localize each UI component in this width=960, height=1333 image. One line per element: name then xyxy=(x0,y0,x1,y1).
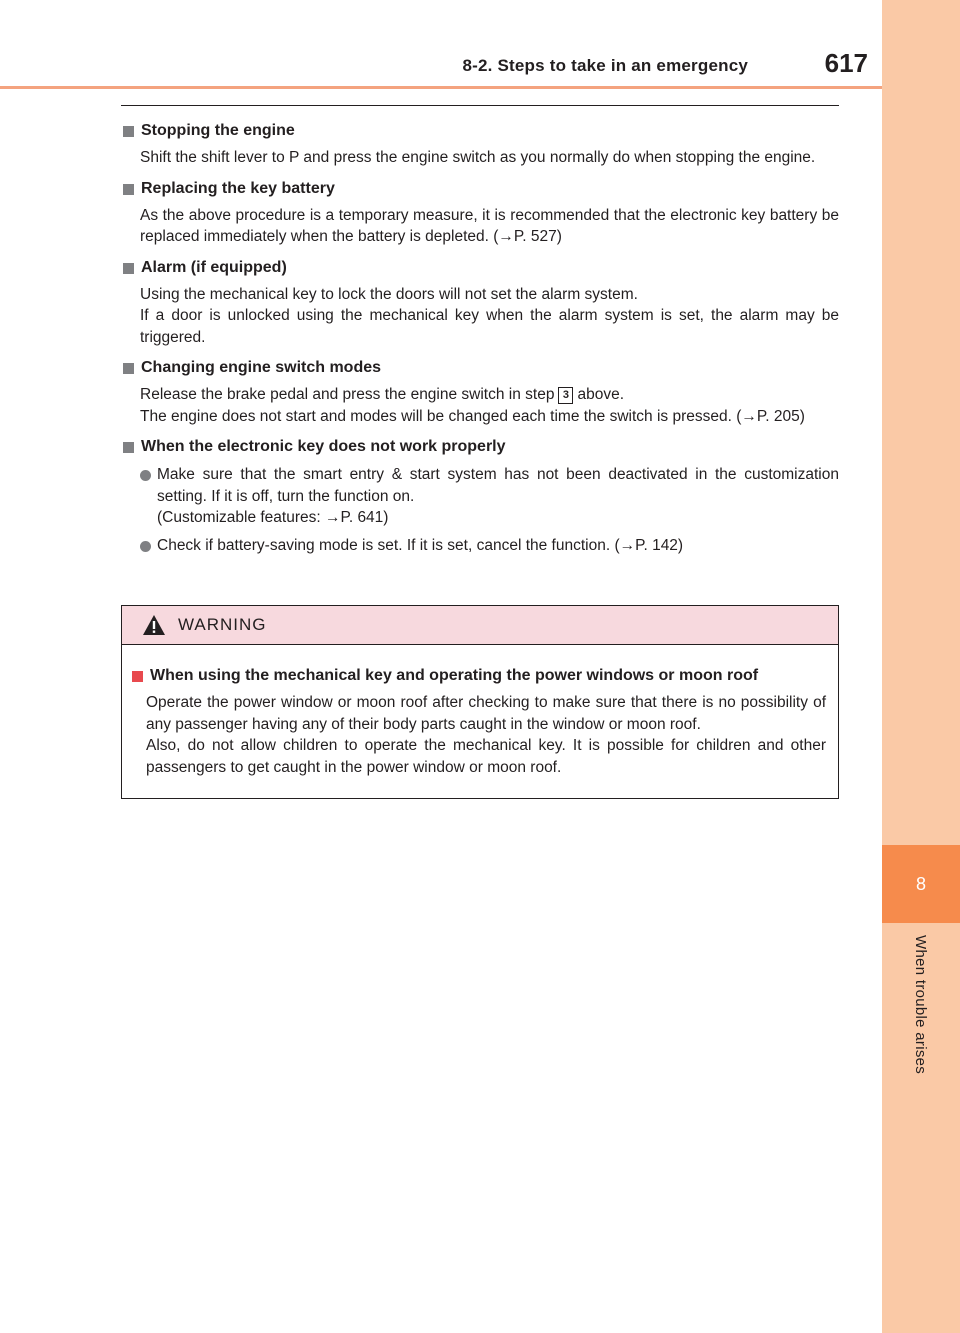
warning-text: Operate the power window or moon roof after checking to make sure that there is no possibility of any passenger having any of their body parts caught in the window or moon roof. xyxy=(146,694,826,733)
gray-square-icon xyxy=(123,442,134,453)
warning-text: Also, do not allow children to operate the mechanical key. It is possible for children and other passengers to get caught in the power window or moon roof. xyxy=(146,737,826,776)
gray-square-icon xyxy=(123,363,134,374)
gray-circle-bullet-icon xyxy=(140,470,151,481)
gray-square-icon xyxy=(123,263,134,274)
warning-triangle-icon xyxy=(142,614,166,636)
item-stopping-engine xyxy=(121,120,839,169)
item-title: Replacing the key battery xyxy=(141,179,335,197)
item-text: Release the brake pedal and press the engine switch in step 3 above. xyxy=(140,386,625,403)
chapter-title-vertical: When trouble arises xyxy=(912,935,929,1075)
step-number-box: 3 xyxy=(558,387,573,404)
red-square-icon xyxy=(132,671,143,682)
item-title: When the electronic key does not work properly xyxy=(141,438,506,455)
item-text: If a door is unlocked using the mechanical key when the alarm system is set, the alarm may be triggered. xyxy=(140,307,839,346)
item-alarm xyxy=(121,257,839,349)
item-title: Alarm (if equipped) xyxy=(141,258,287,276)
section-title: 8-2. Steps to take in an emergency xyxy=(462,56,748,75)
gray-square-icon xyxy=(123,184,134,195)
gray-square-icon xyxy=(123,126,134,137)
item-text: Shift the shift lever to P and press the engine switch as you normally do when stopping the engine. xyxy=(140,149,816,166)
page-header xyxy=(0,0,882,86)
item-title: Stopping the engine xyxy=(141,122,295,139)
main-content xyxy=(121,105,839,565)
warning-title: When using the mechanical key and operating the power windows or moon roof xyxy=(150,667,759,684)
warning-header xyxy=(122,606,838,645)
warning-label: WARNING xyxy=(178,615,267,634)
page-number: 617 xyxy=(824,48,868,78)
header-rule xyxy=(0,86,882,89)
item-changing-engine-switch-modes xyxy=(121,357,839,427)
item-text: The engine does not start and modes will be changed each time the switch is pressed. (→P. 205) xyxy=(140,407,805,425)
bullet-item: Check if battery-saving mode is set. If it is set, cancel the function. (→P. 142) xyxy=(140,535,839,557)
bullet-item: Make sure that the smart entry & start system has not been deactivated in the customization setting. If it is off, turn the function on. (Customizable features: →P. 641) xyxy=(140,464,839,529)
chapter-side-tab xyxy=(882,0,960,1333)
content-top-rule xyxy=(121,105,839,106)
chapter-number-tab[interactable]: 8 xyxy=(882,845,960,923)
item-replacing-key-battery xyxy=(121,178,839,248)
item-title: Changing engine switch modes xyxy=(141,359,382,376)
warning-box xyxy=(121,605,839,799)
gray-circle-bullet-icon xyxy=(140,541,151,552)
item-text: Using the mechanical key to lock the doors will not set the alarm system. xyxy=(140,285,638,303)
item-text: As the above procedure is a temporary measure, it is recommended that the electronic key battery be replaced immediately when the battery is depleted. (→P. 527) xyxy=(140,206,839,245)
item-electronic-key-not-working xyxy=(121,436,839,556)
